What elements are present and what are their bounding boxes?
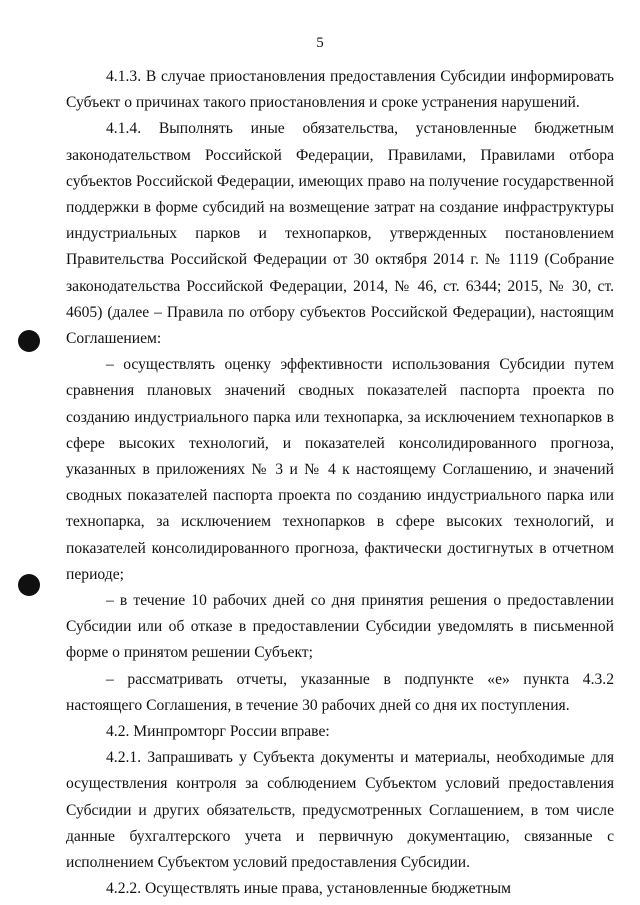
paragraph-4-1-3: 4.1.3. В случае приостановления предоставления Субсидии информировать Субъект о причинах такого приостановления и сроке устранения нарушений.: [66, 68, 614, 112]
paragraph-4-2-1: 4.2.1. Запрашивать у Субъекта документы и материалы, необходимые для осуществления контроля за соблюдением Субъектом условий предоставления Субсидии и других обязательств, предусмотренных Соглашением, в том числе данные бухгалтерского учета и первичную документацию, связанные с исполнением Субъектом условий предоставления Субсидии.: [66, 749, 614, 872]
paragraph-reports-review: – рассматривать отчеты, указанные в подпункте «е» пункта 4.3.2 настоящего Соглашения, в течение 30 рабочих дней со дня их поступления.: [66, 670, 614, 714]
document-body: [66, 64, 614, 903]
paragraph-4-1-4: 4.1.4. Выполнять иные обязательства, установленные бюджетным законодательством Российской Федерации, Правилами, Правилами отбора субъектов Российской Федерации, имеющих право на получение государственной поддержки в форме субсидий на возмещение затрат на создание инфраструктуры индустриальных парков и технопарков, утвержденных постановлением Правительства Российской Федерации от 30 октября 2014 г. № 1119 (Собрание законодательства Российской Федерации, 2014, № 46, ст. 6344; 2015, № 30, ст. 4605) (далее – Правила по отбору субъектов Российской Федерации), настоящим Соглашением:: [66, 120, 614, 348]
punch-hole-mark: [18, 574, 40, 596]
punch-hole-mark: [18, 330, 40, 352]
paragraph-4-2-2: 4.2.2. Осуществлять иные права, установленные бюджетным: [106, 880, 512, 898]
page-number: 5: [316, 35, 324, 51]
paragraph-notification: – в течение 10 рабочих дней со дня принятия решения о предоставлении Субсидии или об отказе в предоставлении Субсидии уведомлять в письменной форме о принятом решении Субъект;: [66, 592, 614, 662]
paragraph-efficiency-assessment: – осуществлять оценку эффективности использования Субсидии путем сравнения плановых значений сводных показателей паспорта проекта по созданию индустриального парка или технопарка, за исключением технопарков в сфере высоких технологий, и показателей консолидированного прогноза, указанных в приложениях № 3 и № 4 к настоящему Соглашению, и значений сводных показателей паспорта проекта по созданию индустриального парка или технопарка, за исключением технопарков в сфере высоких технологий, и показателей консолидированного прогноза, фактически достигнутых в отчетном периоде;: [66, 356, 614, 583]
paragraph-4-2: 4.2. Минпромторг России вправе:: [106, 723, 330, 741]
